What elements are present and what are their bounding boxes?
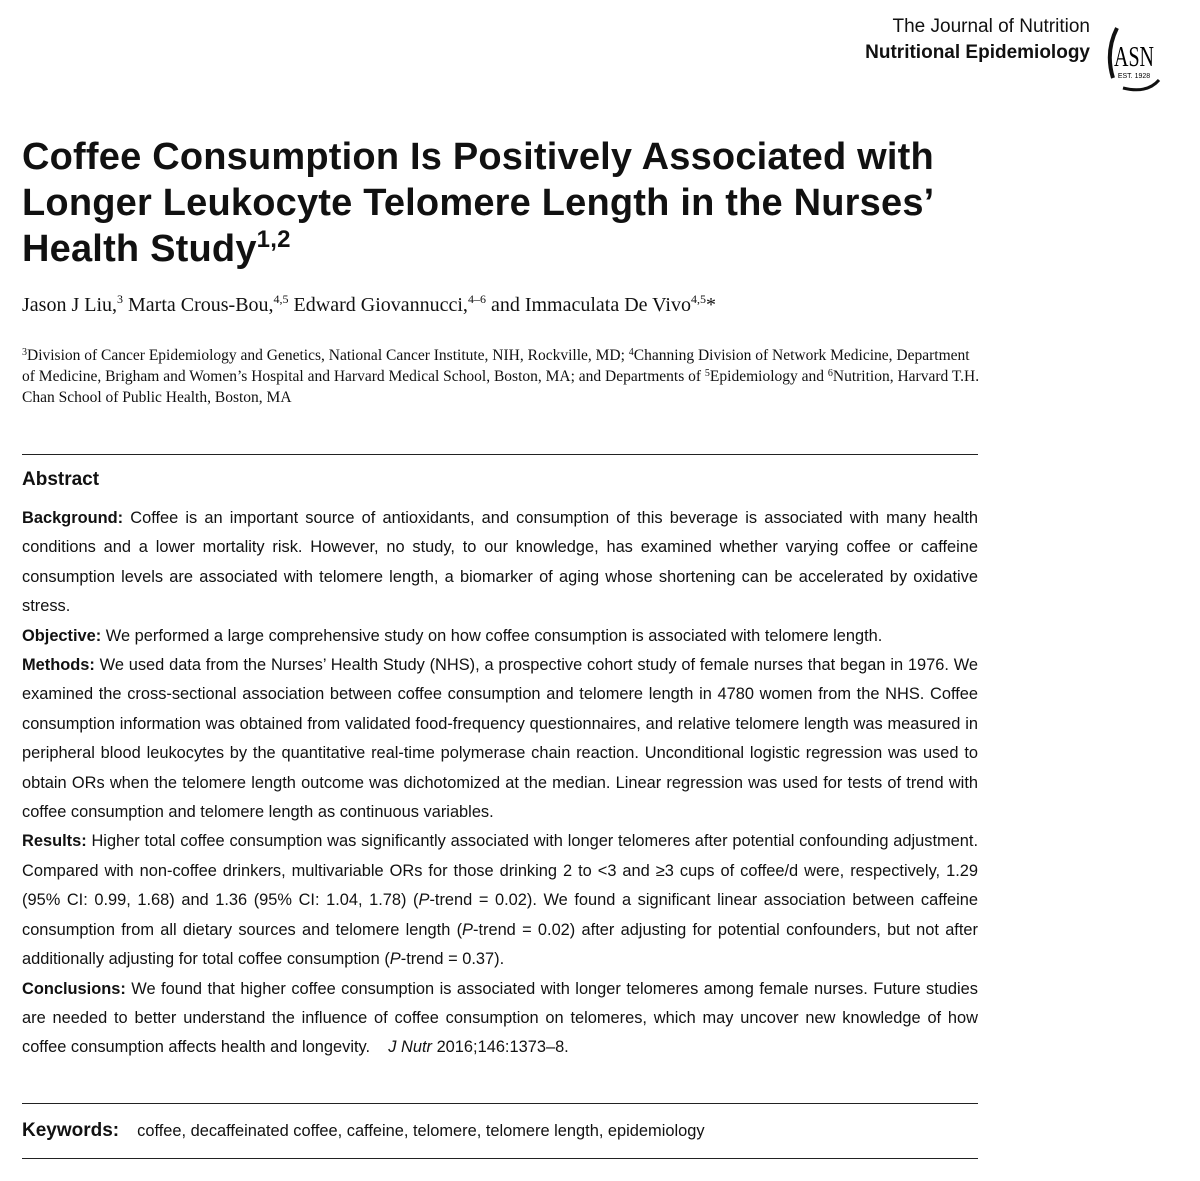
text-segment: Epidemiology and: [709, 368, 828, 385]
title-footnote-marker: 1,2: [256, 226, 291, 253]
text-segment: Marta Crous-Bou,: [128, 294, 274, 316]
text-segment: -trend = 0.02) after adjusting for potential confounders, but not after additionally adjusting for total coffee consumption (: [22, 920, 978, 969]
corresponding-author-mark: *: [705, 294, 716, 316]
keywords: [22, 1120, 705, 1142]
text-segment: Conclusions:: [22, 979, 126, 998]
text-segment: 4,5: [273, 292, 289, 306]
keywords-label: Keywords:: [22, 1120, 120, 1141]
abstract-objective: [22, 622, 978, 651]
text-segment: Higher total coffee consumption was significantly associated with longer telomeres after potential confounding adjustment. Compared with non-coffee drinkers, multivariable ORs for those drinking 2 to <3 and ≥3 cups of coffee/d were, respectively, 1.29 (95% CI: 0.99, 1.68) and 1.36 (95% CI: 1.04, 1.78) (: [22, 832, 978, 910]
article-title: [22, 134, 1022, 272]
text-segment: We used data from the Nurses’ Health Study (NHS), a prospective cohort study of female nurses that began in 1976. We examined the cross-sectional association between coffee consumption and telomere length in 4780 women from the NHS. Coffee consumption information was obtained from validated food-frequency questionnaires, and relative telomere length was measured in peripheral blood leukocytes by the quantitative real-time polymerase chain reaction. Unconditional logistic regression was used to obtain ORs when the telomere length outcome was dichotomized at the median. Linear regression was used for tests of trend with coffee consumption and telomere length as continuous variables.: [22, 656, 978, 822]
affiliations: [22, 345, 982, 408]
author: [294, 294, 486, 316]
abstract-body: [22, 504, 978, 1063]
journal-section: Nutritional Epidemiology: [865, 42, 1090, 63]
abstract-heading: Abstract: [22, 469, 100, 490]
text-segment: Methods:: [22, 656, 95, 675]
text-segment: 4: [628, 347, 634, 358]
text-segment: Results:: [22, 832, 87, 851]
text-segment: 3: [22, 347, 27, 358]
text-segment: P: [418, 891, 430, 910]
text-segment: Objective:: [22, 626, 102, 645]
title-text: Coffee Consumption Is Positively Associated with Longer Leukocyte Telomere Length in the Nurses’ Health Study: [22, 136, 934, 270]
citation-journal: J Nutr: [388, 1038, 433, 1057]
text-segment: Edward Giovannucci,: [293, 294, 468, 316]
text-segment: P: [389, 950, 401, 969]
asn-logo-icon: [1103, 22, 1165, 94]
svg-text:ASN: ASN: [1114, 42, 1154, 73]
text-segment: Coffee is an important source of antioxidants, and consumption of this beverage is associated with many health conditions and a lower mortality risk. However, no study, to our knowledge, has examined whether varying coffee or caffeine consumption levels are associated with telomere length, a biomarker of aging whose shortening can be accelerated by oxidative stress.: [22, 509, 978, 616]
author: [491, 294, 716, 316]
text-segment: Channing Division of Network Medicine, Department of Medicine, Brigham and Women’s Hospital and Harvard Medical School, Boston, MA; and Departments of: [22, 347, 970, 385]
text-segment: 5: [704, 368, 710, 379]
text-segment: 3: [117, 292, 123, 306]
text-segment: P: [462, 920, 473, 939]
text-segment: Jason J Liu,: [22, 294, 117, 316]
author: [22, 294, 123, 316]
journal-header: [865, 14, 1090, 66]
text-segment: -trend = 0.02). We found a significant linear association between caffeine consumption from all dietary sources and telomere length (: [22, 891, 978, 939]
journal-name: The Journal of Nutrition: [892, 16, 1090, 37]
text-segment: -trend = 0.37).: [400, 950, 505, 969]
abstract-methods: [22, 651, 978, 827]
text-segment: Nutrition, Harvard T.H. Chan School of Public Health, Boston, MA: [22, 368, 980, 406]
abstract-conclusions: [22, 975, 978, 1063]
text-segment: Background:: [22, 509, 124, 527]
text-segment: and Immaculata De Vivo: [490, 294, 691, 316]
text-segment: 4,5: [690, 292, 706, 306]
divider: [22, 454, 978, 455]
citation-details: 2016;146:1373–8.: [432, 1038, 569, 1057]
author: [128, 294, 289, 316]
abstract-background: [22, 504, 978, 622]
text-segment: 6: [827, 368, 833, 379]
keywords-list: coffee, decaffeinated coffee, caffeine, telomere, telomere length, epidemiology: [137, 1122, 705, 1140]
abstract-results: [22, 827, 978, 974]
text-segment: We found that higher coffee consumption is associated with longer telomeres among female nurses. Future studies are needed to better understand the influence of coffee consumption on telomeres, which may uncover new knowledge of how coffee consumption affects health and longevity.: [22, 979, 978, 1057]
author-list: [22, 294, 716, 317]
text-segment: Division of Cancer Epidemiology and Genetics, National Cancer Institute, NIH, Rockville, MD;: [27, 347, 629, 364]
svg-text:EST. 1928: EST. 1928: [1117, 73, 1151, 80]
text-segment: We performed a large comprehensive study on how coffee consumption is associated with telomere length.: [101, 626, 883, 645]
text-segment: 4–6: [467, 292, 486, 306]
divider: [22, 1103, 978, 1104]
divider: [22, 1158, 978, 1159]
